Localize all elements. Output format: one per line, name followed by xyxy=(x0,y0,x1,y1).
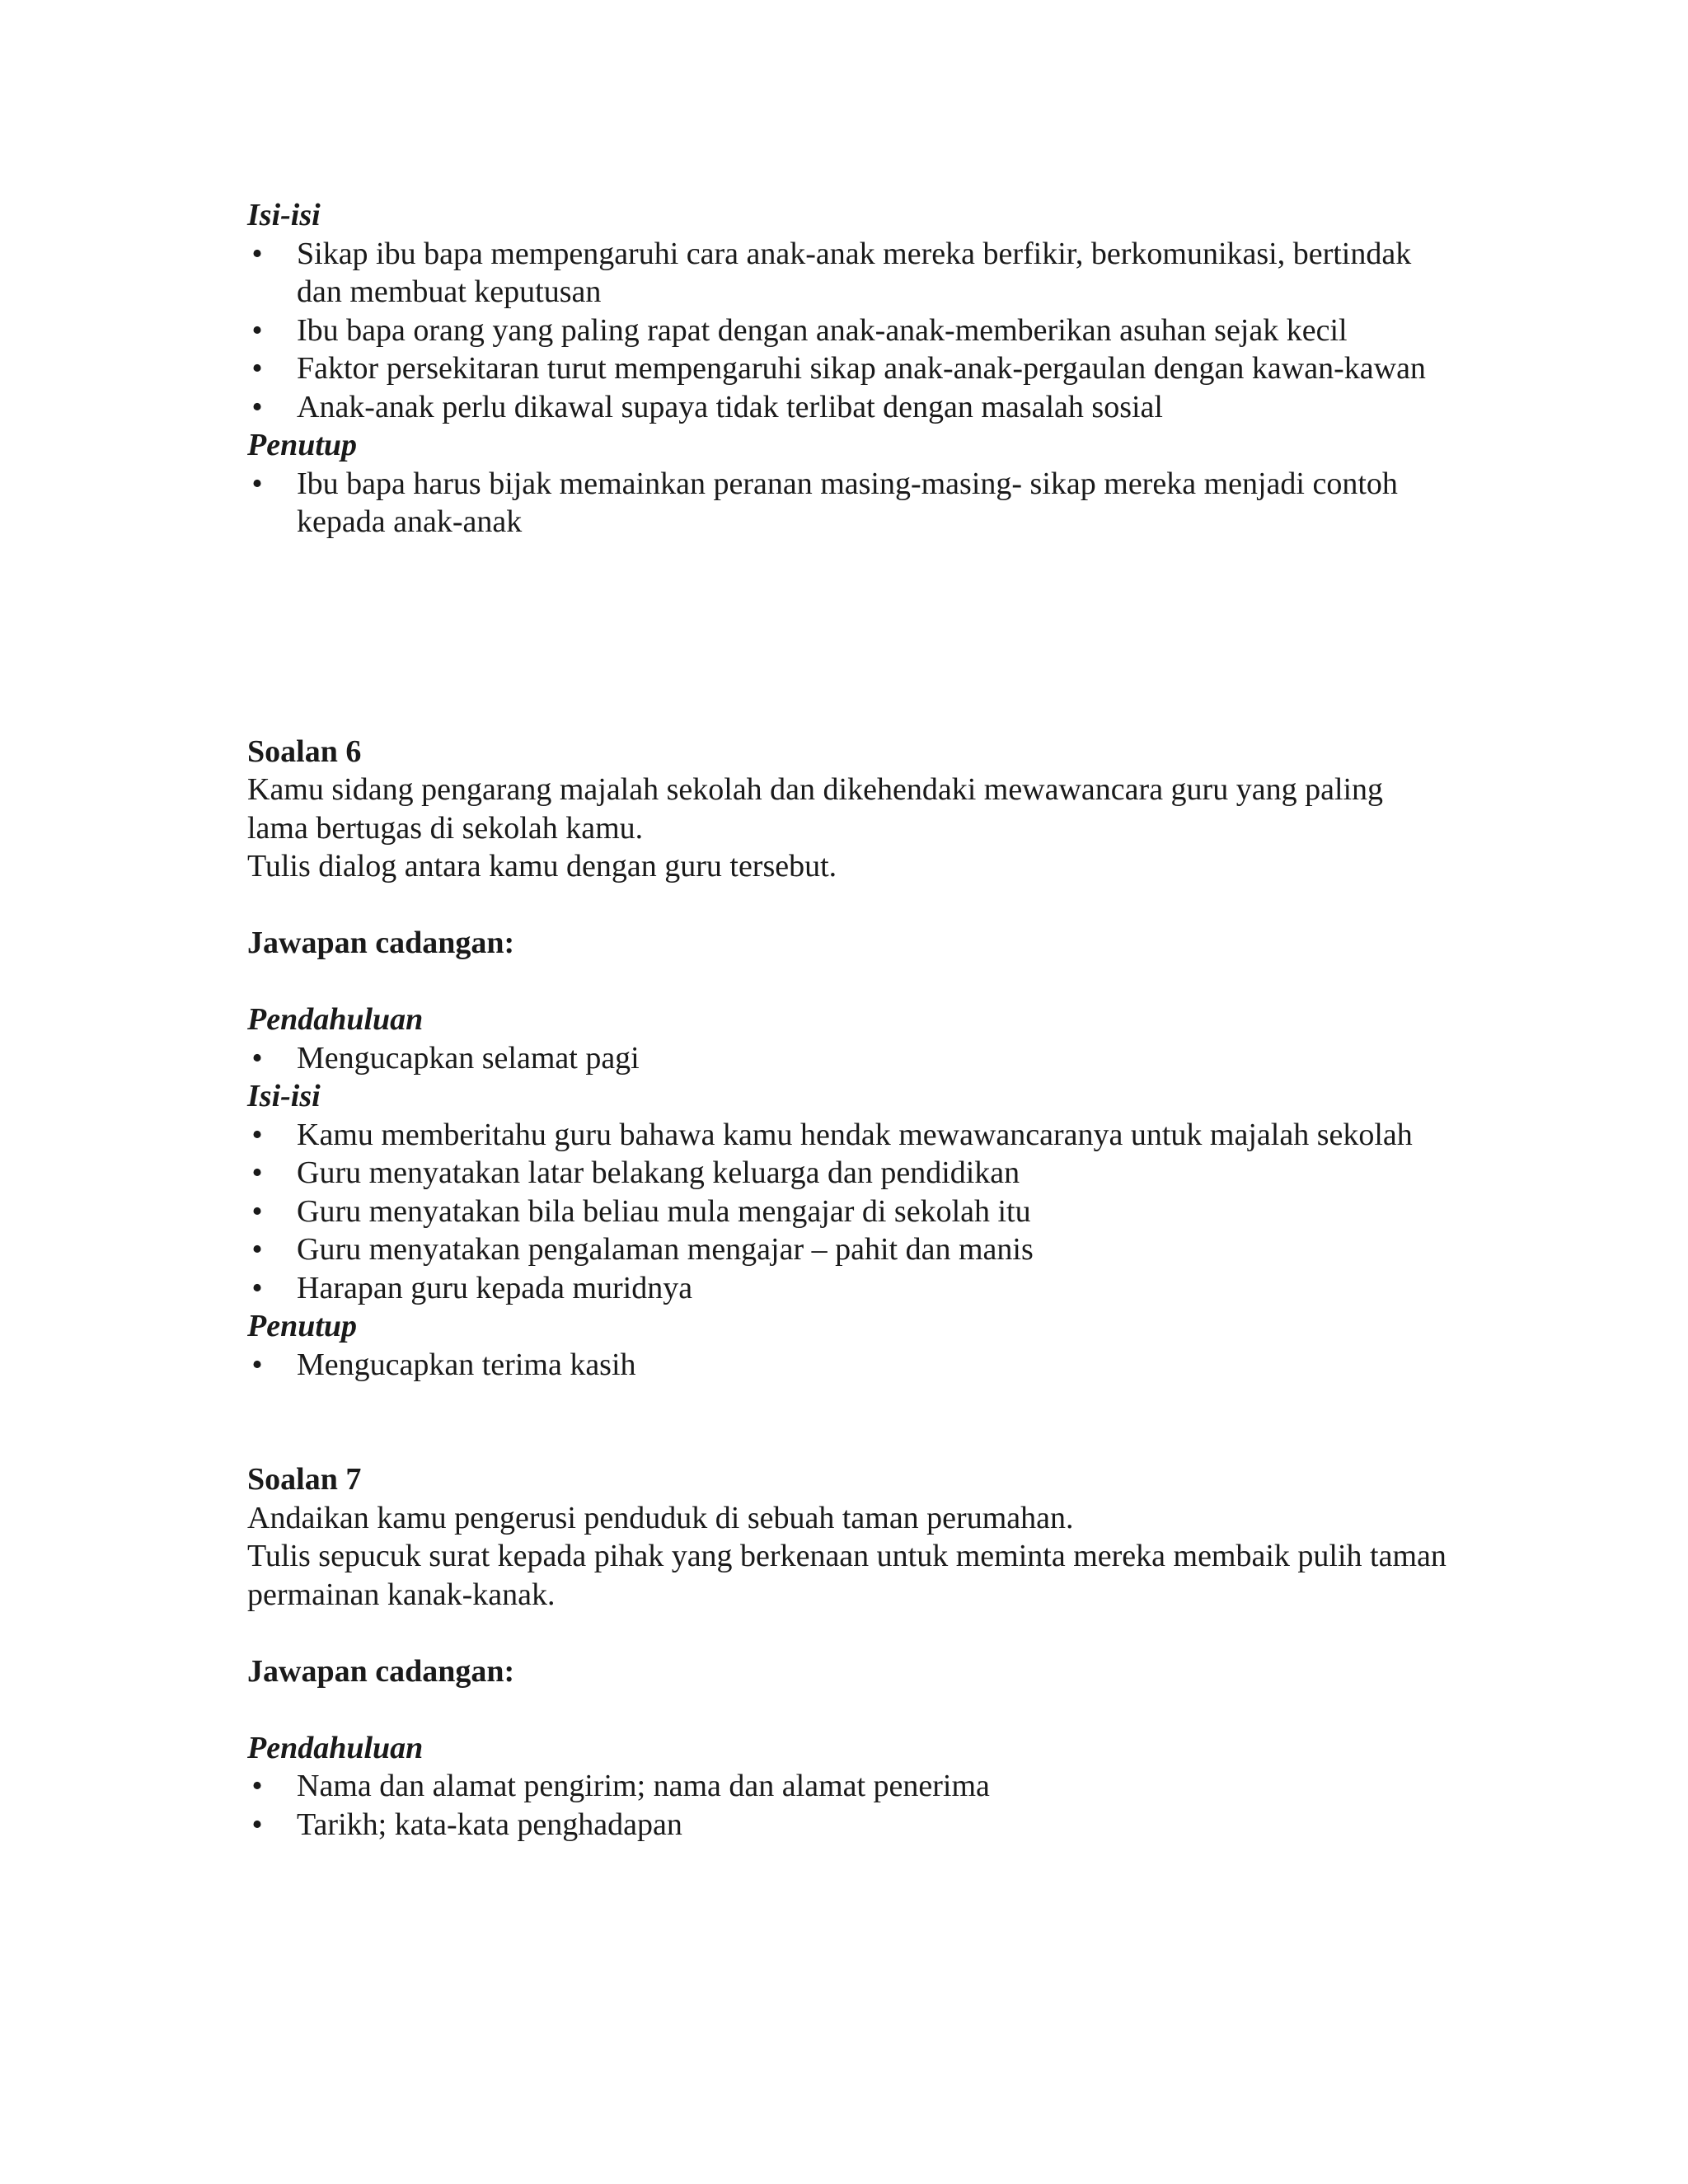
bullet-icon: • xyxy=(251,389,263,424)
list-item: • Tarikh; kata-kata penghadapan xyxy=(247,1806,1451,1844)
soalan-6-answer-heading: Jawapan cadangan: xyxy=(247,926,515,960)
spacer xyxy=(247,1614,1451,1652)
list-item: • Sikap ibu bapa mempengaruhi cara anak-anak mereka berfikir, berkomunikasi, bertindak dan membuat keputusan xyxy=(247,235,1451,312)
pendahuluan-heading: Pendahuluan xyxy=(247,1002,424,1037)
list-item: • Harapan guru kepada muridnya xyxy=(247,1269,1451,1308)
soalan-7-question: Andaikan kamu pengerusi penduduk di sebuah taman perumahan. xyxy=(247,1500,1074,1535)
soalan-7-instruction: Tulis sepucuk surat kepada pihak yang berkenaan untuk meminta mereka membaik pulih taman permainan kanak-kanak. xyxy=(247,1539,1447,1612)
bullet-icon: • xyxy=(251,1155,263,1190)
isi-list xyxy=(247,235,1451,427)
document-page xyxy=(247,196,1451,1844)
list-item: • Mengucapkan selamat pagi xyxy=(247,1039,1451,1078)
soalan-7-answer-heading: Jawapan cadangan: xyxy=(247,1653,515,1689)
penutup-list xyxy=(247,465,1451,541)
list-item: • Guru menyatakan pengalaman mengajar – pahit dan manis xyxy=(247,1230,1451,1269)
bullet-icon: • xyxy=(251,466,263,501)
soalan-7-title: Soalan 7 xyxy=(247,1462,362,1497)
bullet-icon: • xyxy=(251,1117,263,1152)
soalan-6-question: Kamu sidang pengarang majalah sekolah dan dikehendaki mewawancara guru yang paling lama bertugas di sekolah kamu. xyxy=(247,772,1384,846)
bullet-icon: • xyxy=(251,1769,263,1803)
bullet-icon: • xyxy=(251,236,263,271)
isi-heading: Isi-isi xyxy=(247,1079,321,1113)
pendahuluan-list xyxy=(247,1039,1451,1078)
list-item: • Faktor persekitaran turut mempengaruhi sikap anak-anak-pergaulan dengan kawan-kawan xyxy=(247,349,1451,388)
pendahuluan-list xyxy=(247,1767,1451,1844)
isi-list xyxy=(247,1116,1451,1308)
list-item: • Ibu bapa orang yang paling rapat dengan anak-anak-memberikan asuhan sejak kecil xyxy=(247,312,1451,350)
bullet-icon: • xyxy=(251,1040,263,1076)
penutup-heading: Penutup xyxy=(247,428,358,462)
spacer xyxy=(247,886,1451,925)
bullet-icon: • xyxy=(251,1232,263,1267)
penutup-list xyxy=(247,1346,1451,1385)
list-item: • Ibu bapa harus bijak memainkan peranan masing-masing- sikap mereka menjadi contoh kepada anak-anak xyxy=(247,465,1451,541)
bullet-icon: • xyxy=(251,1270,263,1305)
spacer xyxy=(247,963,1451,1001)
bullet-icon: • xyxy=(251,312,263,348)
bullet-icon: • xyxy=(251,351,263,386)
soalan-6-instruction: Tulis dialog antara kamu dengan guru tersebut. xyxy=(247,849,837,883)
list-item: • Guru menyatakan latar belakang keluarga dan pendidikan xyxy=(247,1154,1451,1193)
isi-heading: Isi-isi xyxy=(247,198,321,232)
list-item: • Kamu memberitahu guru bahawa kamu hendak mewawancaranya untuk majalah sekolah xyxy=(247,1116,1451,1155)
bullet-icon: • xyxy=(251,1193,263,1229)
spacer xyxy=(247,541,1451,733)
list-item: • Mengucapkan terima kasih xyxy=(247,1346,1451,1385)
list-item: • Anak-anak perlu dikawal supaya tidak terlibat dengan masalah sosial xyxy=(247,388,1451,427)
list-item: • Nama dan alamat pengirim; nama dan alamat penerima xyxy=(247,1767,1451,1806)
bullet-icon: • xyxy=(251,1347,263,1382)
list-item: • Guru menyatakan bila beliau mula mengajar di sekolah itu xyxy=(247,1193,1451,1231)
pendahuluan-heading: Pendahuluan xyxy=(247,1730,424,1765)
penutup-heading: Penutup xyxy=(247,1309,358,1343)
soalan-6-title: Soalan 6 xyxy=(247,733,362,769)
spacer xyxy=(247,1384,1451,1460)
spacer xyxy=(247,1690,1451,1729)
bullet-icon: • xyxy=(251,1807,263,1842)
